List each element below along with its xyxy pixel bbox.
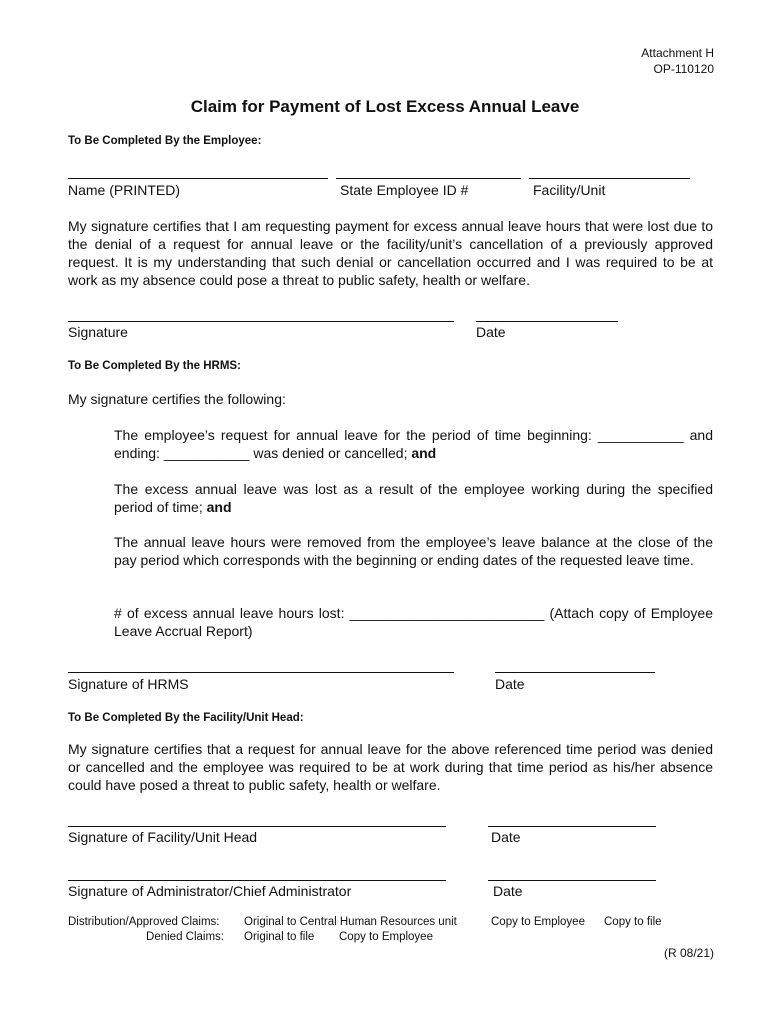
distribution-approved-original: Original to Central Human Resources unit [244,916,457,928]
facility-head-signature-label: Signature of Facility/Unit Head [68,829,258,845]
revision-code: (R 08/21) [663,946,714,960]
attachment-label: Attachment H [641,46,714,60]
hrms-item-removed: The annual leave hours were removed from the employee’s leave balance at the close of the pay period which corresponds with the beginning or ending dates of the requested leave time. [114,534,713,568]
employee-statement: My signature certifies that I am requesting payment for excess annual leave hours that were lost due to the denial of a request for annual leave or the facility/unit’s cancellation of a previously approved request. It is my understanding that such denial or cancellation occurred and I was required to be at work as my absence could pose a threat to public safety, health or welfare. [68,218,713,288]
hrms-section-heading: To Be Completed By the HRMS: [68,360,241,372]
distribution-denied-label: Denied Claims: [146,931,224,943]
distribution-approved-label: Distribution/Approved Claims: [68,916,220,928]
name-label: Name (PRINTED) [68,182,181,198]
hrms-date-label: Date [495,676,525,692]
employee-id-label: State Employee ID # [340,182,469,198]
facility-label: Facility/Unit [533,182,606,198]
facility-head-signature-field[interactable] [68,826,446,827]
hrms-signature-label: Signature of HRMS [68,676,189,692]
employee-id-field[interactable] [336,178,521,179]
facility-statement: My signature certifies that a request for annual leave for the above referenced time period was denied or cancelled and the employee was required to be at work during that time period as his/her absence could have posed a threat to public safety, health or welfare. [68,741,713,793]
employee-signature-label: Signature [68,324,128,340]
hrms-item-period-text: The employee’s request for annual leave for the period of time beginning: ___________ and ending: ___________ was denied or cancelled; [114,427,713,461]
admin-signature-label: Signature of Administrator/Chief Administrator [68,883,352,899]
admin-signature-field[interactable] [68,880,446,881]
hrms-item-hours: # of excess annual leave hours lost: _________________________ (Attach copy of Employee Leave Accrual Report) [114,605,713,639]
hrms-item-lost-and: and [206,499,232,515]
hrms-item-lost-text: The excess annual leave was lost as a result of the employee working during the specified period of time; [114,481,713,515]
hrms-item-period [114,426,713,462]
facility-head-date-label: Date [491,829,521,845]
employee-date-field[interactable] [476,321,618,322]
employee-section-heading: To Be Completed By the Employee: [68,135,262,147]
hrms-date-field[interactable] [495,672,655,673]
admin-date-label: Date [493,883,523,899]
employee-signature-field[interactable] [68,321,454,322]
employee-date-label: Date [476,324,506,340]
hrms-signature-field[interactable] [68,672,454,673]
form-code: OP-110120 [653,62,714,76]
name-field[interactable] [68,178,328,179]
facility-head-date-field[interactable] [488,826,656,827]
distribution-denied-copy-employee: Copy to Employee [339,931,433,943]
page-title: Claim for Payment of Lost Excess Annual Leave [190,97,580,116]
distribution-approved-copy-file: Copy to file [604,916,662,928]
admin-date-field[interactable] [488,880,656,881]
distribution-denied-original: Original to file [244,931,315,943]
distribution-approved-copy-employee: Copy to Employee [491,916,585,928]
facility-field[interactable] [529,178,690,179]
hrms-intro: My signature certifies the following: [68,391,286,407]
facility-section-heading: To Be Completed By the Facility/Unit Head: [68,712,304,724]
hrms-item-period-and: and [411,445,437,461]
hrms-item-lost [114,480,713,516]
